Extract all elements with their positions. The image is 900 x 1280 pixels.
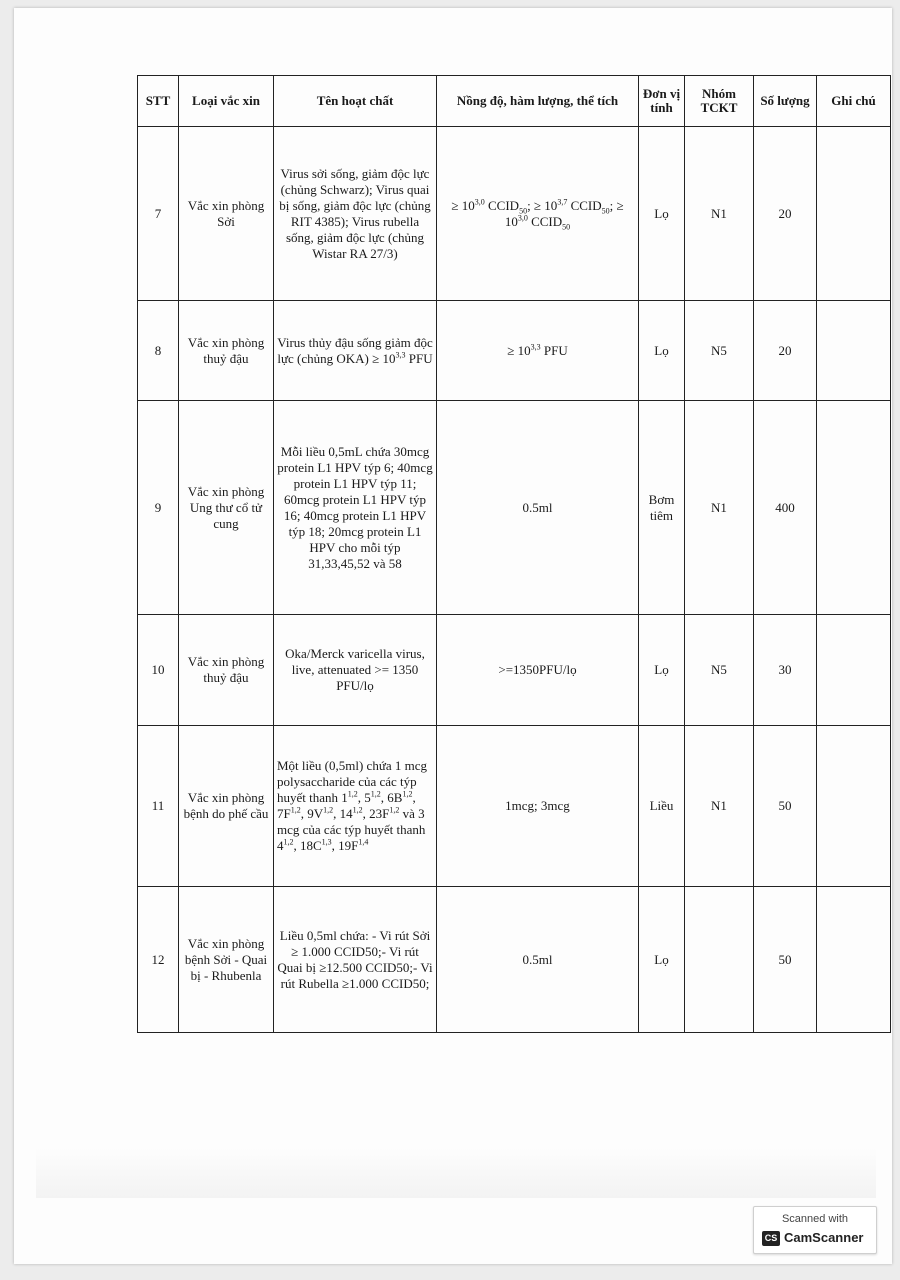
cell-loai: Vắc xin phòng bệnh do phế cầu (179, 726, 274, 887)
table-row (138, 401, 891, 615)
cell-loai: Vắc xin phòng bệnh Sởi - Quai bị - Rhubenla (179, 887, 274, 1033)
cell-stt: 10 (138, 615, 179, 726)
cell-hoat-chat: Oka/Merck varicella virus, live, attenuated >= 1350 PFU/lọ (274, 615, 437, 726)
cell-don-vi: Lọ (639, 301, 685, 401)
cell-so-luong: 30 (754, 615, 817, 726)
cell-nong-do: 0.5ml (437, 401, 639, 615)
cell-stt: 11 (138, 726, 179, 887)
cell-so-luong: 50 (754, 726, 817, 887)
cell-nong-do: ≥ $10^{3,3}$ PFU (437, 301, 639, 401)
cell-don-vi: Liều (639, 726, 685, 887)
cell-ghi-chu (817, 301, 891, 401)
cell-nong-do: 1mcg; 3mcg (437, 726, 639, 887)
header-nong-do: Nồng độ, hàm lượng, thể tích (437, 76, 639, 127)
cell-don-vi: Bơm tiêm (639, 401, 685, 615)
header-ghi-chu: Ghi chú (817, 76, 891, 127)
table-row (138, 127, 891, 301)
badge-caption: Scanned with (781, 1213, 849, 1225)
cell-nhom (685, 887, 754, 1033)
cell-nong-do: >=1350PFU/lọ (437, 615, 639, 726)
cell-nhom: N1 (685, 401, 754, 615)
camscanner-logo-icon: CS (762, 1231, 780, 1246)
cell-hoat-chat: Một liều (0,5ml) chứa 1 mcg polysaccharide của các týp huyết thanh 1$^{1,2}$, 5$^{1,2}$, $6B^{1,2}$, $7F^{1,2}$, $9V^{1,2}$, 14$^{1,2}$, $23F^{1,2}$ và 3 mcg của các týp huyết thanh 4$^{1,2}$, $18C^{1,3}$, $19F^{1,4}$ (274, 726, 437, 887)
cell-ghi-chu (817, 401, 891, 615)
cell-ghi-chu (817, 615, 891, 726)
cell-loai: Vắc xin phòng Sởi (179, 127, 274, 301)
cell-loai: Vắc xin phòng thuỷ đậu (179, 301, 274, 401)
cell-hoat-chat: Mỗi liều 0,5mL chứa 30mcg protein L1 HPV týp 6; 40mcg protein L1 HPV týp 11; 60mcg protein L1 HPV týp 16; 40mcg protein L1 HPV týp 18; 20mcg protein L1 HPV cho mỗi týp 31,33,45,52 và 58 (274, 401, 437, 615)
header-row (138, 76, 891, 127)
scan-shading (36, 1148, 876, 1198)
cell-nong-do: ≥ $10^{3,0}$ $CCID_{50}$; ≥ $10^{3,7}$ $CCID_{50}$; ≥ $10^{3,0}$ $CCID_{50}$ (437, 127, 639, 301)
cell-don-vi: Lọ (639, 887, 685, 1033)
header-stt: STT (138, 76, 179, 127)
cell-hoat-chat: Liều 0,5ml chứa: - Vi rút Sởi ≥ 1.000 CCID50;- Vi rút Quai bị ≥12.500 CCID50;- Vi rút Rubella ≥1.000 CCID50; (274, 887, 437, 1033)
cell-so-luong: 20 (754, 127, 817, 301)
cell-don-vi: Lọ (639, 127, 685, 301)
badge-brand: CamScanner (784, 1230, 864, 1245)
camscanner-badge (753, 1206, 877, 1254)
cell-hoat-chat: Virus sởi sống, giảm độc lực (chủng Schwarz); Virus quai bị sống, giảm độc lực (chủng RIT 4385); Virus rubella sống, giảm độc lực (chủng Wistar RA 27/3) (274, 127, 437, 301)
cell-ghi-chu (817, 726, 891, 887)
header-nhom: Nhóm TCKT (685, 76, 754, 127)
cell-loai: Vắc xin phòng thuỷ đậu (179, 615, 274, 726)
cell-don-vi: Lọ (639, 615, 685, 726)
cell-nhom: N1 (685, 726, 754, 887)
vaccine-table (137, 75, 891, 1033)
table-row (138, 301, 891, 401)
cell-hoat-chat: Virus thủy đậu sống giảm độc lực (chủng $OKA) \ge 10^{3,3}$ PFU (274, 301, 437, 401)
cell-so-luong: 20 (754, 301, 817, 401)
header-ten-hoat-chat: Tên hoạt chất (274, 76, 437, 127)
table-row (138, 887, 891, 1033)
cell-stt: 7 (138, 127, 179, 301)
cell-loai: Vắc xin phòng Ung thư cổ tử cung (179, 401, 274, 615)
cell-stt: 8 (138, 301, 179, 401)
table-row (138, 615, 891, 726)
table-row (138, 726, 891, 887)
cell-so-luong: 50 (754, 887, 817, 1033)
cell-nong-do: 0.5ml (437, 887, 639, 1033)
cell-stt: 9 (138, 401, 179, 615)
header-loai-vac-xin: Loại vắc xin (179, 76, 274, 127)
cell-nhom: N1 (685, 127, 754, 301)
header-so-luong: Số lượng (754, 76, 817, 127)
cell-so-luong: 400 (754, 401, 817, 615)
cell-ghi-chu (817, 887, 891, 1033)
cell-nhom: N5 (685, 301, 754, 401)
header-don-vi: Đơn vị tính (639, 76, 685, 127)
cell-nhom: N5 (685, 615, 754, 726)
cell-ghi-chu (817, 127, 891, 301)
cell-stt: 12 (138, 887, 179, 1033)
